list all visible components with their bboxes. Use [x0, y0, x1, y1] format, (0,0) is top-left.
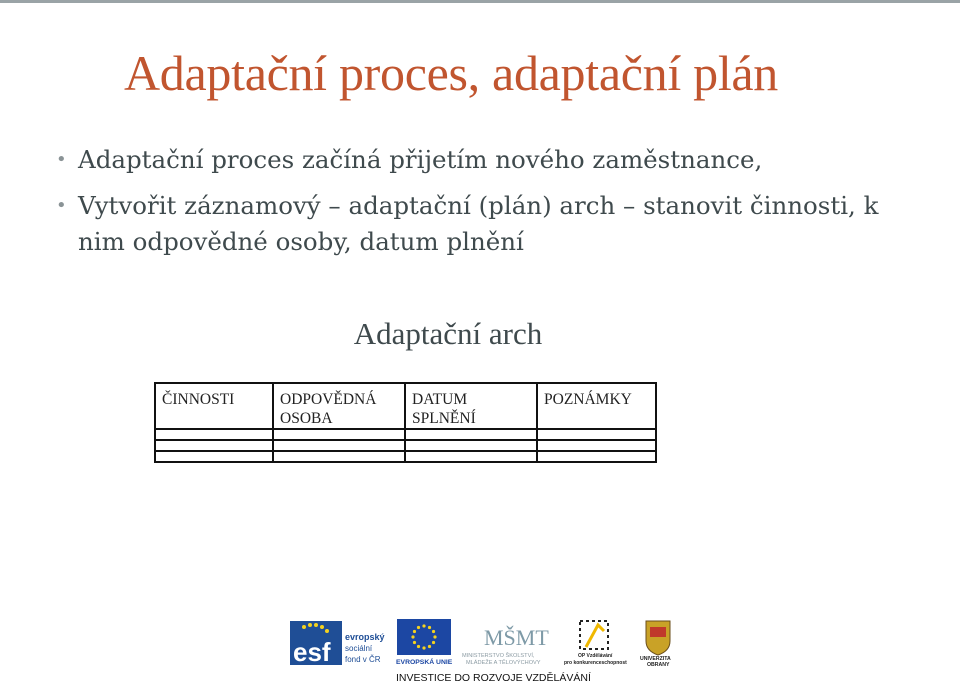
table-cell	[405, 451, 537, 462]
adaptation-table	[154, 382, 657, 463]
esf-line3: fond v ČR	[345, 655, 381, 664]
msmt-line1: MINISTERSTVO ŠKOLSTVÍ,	[462, 653, 535, 659]
header-cell-poznamky: POZNÁMKY	[537, 383, 656, 429]
table-body	[155, 429, 656, 462]
table-cell	[155, 440, 273, 451]
table-header-row	[155, 383, 656, 429]
esf-logo-icon	[290, 617, 386, 667]
eu-star	[413, 630, 416, 633]
table-cell	[273, 451, 405, 462]
bullet-item: • Vytvořit záznamový – adaptační (plán) arch – stanovit činnosti, k nim odpovědné osoby, datum plnění	[56, 188, 916, 260]
op-line2: pro konkurenceschopnost	[564, 660, 627, 666]
esf-mark: esf	[293, 637, 331, 667]
eu-star	[433, 635, 436, 638]
shield-icon	[638, 617, 678, 667]
esf-line2: sociální	[345, 644, 373, 653]
univ-line2: OBRANY	[647, 662, 670, 667]
eu-star	[422, 624, 425, 627]
msmt-logo	[462, 616, 554, 668]
table-row	[155, 429, 656, 440]
table-cell	[273, 440, 405, 451]
table-cell	[537, 451, 656, 462]
eu-star	[422, 646, 425, 649]
eu-star	[428, 626, 431, 629]
table-title: Adaptační arch	[353, 316, 543, 351]
footer-text: INVESTICE DO ROZVOJE VZDĚLÁVÁNÍ	[396, 672, 591, 684]
msmt-logo-icon	[462, 617, 554, 667]
bullet-list	[56, 142, 916, 270]
eu-star	[432, 630, 435, 633]
university-logo	[638, 616, 678, 668]
esf-line1: evropský	[345, 632, 385, 642]
header-cell-odpovedna-osoba: ODPOVĚDNÁ OSOBA	[273, 383, 405, 429]
univ-line1: UNIVERZITA	[640, 656, 671, 662]
eu-flag-icon	[396, 617, 452, 667]
op-line1: OP Vzdělávání	[578, 653, 613, 659]
eu-star	[428, 645, 431, 648]
esf-logo	[290, 616, 386, 668]
eu-star	[417, 645, 420, 648]
table-row	[155, 440, 656, 451]
eu-star	[417, 626, 420, 629]
table-row	[155, 451, 656, 462]
msmt-mark: MŠMT	[484, 625, 549, 650]
eu-star	[413, 641, 416, 644]
slide-title: Adaptační proces, adaptační plán	[124, 45, 778, 101]
logo-strip	[290, 616, 670, 668]
op-logo-icon	[564, 617, 628, 667]
table-cell	[537, 429, 656, 440]
top-border	[0, 0, 960, 3]
table-cell	[405, 440, 537, 451]
header-cell-cinnosti: ČINNOSTI	[155, 383, 273, 429]
table-cell	[155, 429, 273, 440]
op-logo	[564, 616, 628, 668]
bullet-item: • Adaptační proces začíná přijetím nového zaměstnance,	[56, 142, 916, 178]
header-cell-datum-splneni: DATUM SPLNĚNÍ	[405, 383, 537, 429]
eu-label: EVROPSKÁ UNIE	[396, 659, 452, 666]
eu-star	[411, 635, 414, 638]
eu-star	[432, 641, 435, 644]
eu-logo	[396, 616, 452, 668]
table-cell	[155, 451, 273, 462]
table-cell	[273, 429, 405, 440]
table-cell	[405, 429, 537, 440]
table-cell	[537, 440, 656, 451]
msmt-line2: MLÁDEŽE A TĚLOVÝCHOVY	[466, 660, 541, 666]
